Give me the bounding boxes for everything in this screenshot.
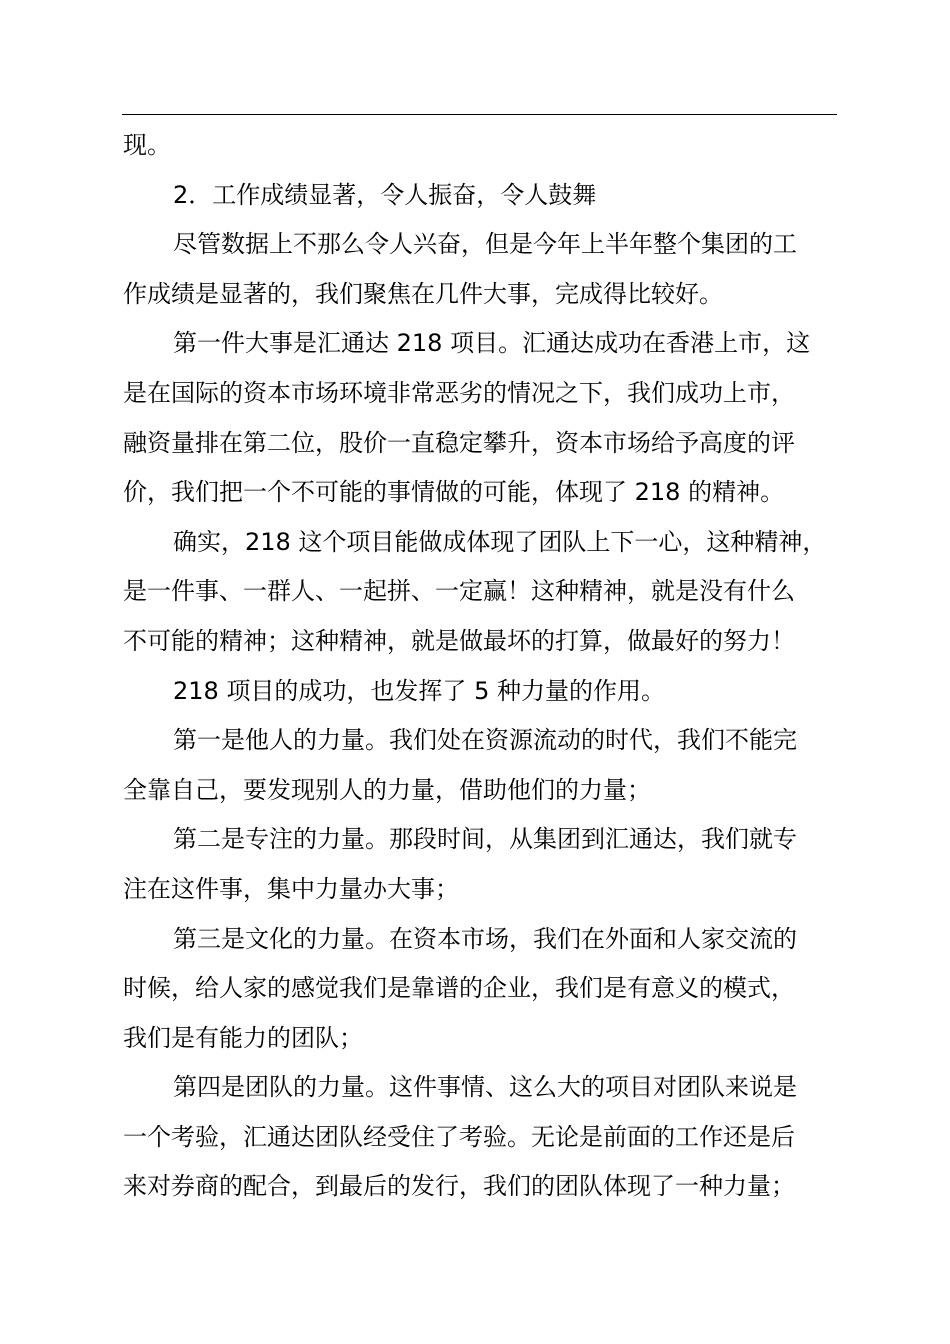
text-line: 作成绩是显著的，我们聚焦在几件大事，完成得比较好。 — [123, 279, 723, 308]
text-line: 是在国际的资本市场环境非常恶劣的情况之下，我们成功上市， — [123, 378, 795, 407]
text-line: 融资量排在第二位，股价一直稳定攀升，资本市场给予高度的评 — [123, 428, 795, 457]
text-line: 时候，给人家的感觉我们是靠谱的企业，我们是有意义的模式， — [123, 974, 795, 1003]
text-line: 确实，218 这个项目能做成体现了团队上下一心，这种精神， — [173, 527, 827, 556]
text-line: 是一件事、一群人、一起拼、一定赢！这种精神，就是没有什么 — [123, 577, 795, 606]
text-line: 第一件大事是汇通达 218 项目。汇通达成功在香港上市，这 — [173, 329, 811, 358]
text-line: 一个考验，汇通达团队经受住了考验。无论是前面的工作还是后 — [123, 1122, 795, 1151]
text-line: 来对券商的配合，到最后的发行，我们的团队体现了一种力量； — [123, 1172, 795, 1201]
header-rule — [122, 114, 837, 115]
text-line: 第二是专注的力量。那段时间，从集团到汇通达，我们就专 — [173, 825, 797, 854]
text-line: 第三是文化的力量。在资本市场，我们在外面和人家交流的 — [173, 924, 797, 953]
text-line: 全靠自己，要发现别人的力量，借助他们的力量； — [123, 775, 651, 804]
text-line: 第一是他人的力量。我们处在资源流动的时代，我们不能完 — [173, 726, 797, 755]
text-line: 尽管数据上不那么令人兴奋，但是今年上半年整个集团的工 — [173, 230, 797, 259]
text-line: 218 项目的成功，也发挥了 5 种力量的作用。 — [173, 676, 665, 705]
text-line: 第四是团队的力量。这件事情、这么大的项目对团队来说是 — [173, 1073, 797, 1102]
text-line: 现。 — [123, 131, 171, 159]
text-line: 价，我们把一个不可能的事情做的可能，体现了 218 的精神。 — [123, 478, 785, 507]
text-line: 我们是有能力的团队； — [123, 1023, 363, 1052]
document-body — [123, 121, 839, 1212]
text-line: 注在这件事，集中力量办大事； — [123, 874, 459, 903]
text-line: 不可能的精神；这种精神，就是做最坏的打算，做最好的努力！ — [123, 626, 795, 655]
section-heading: 2．工作成绩显著，令人振奋，令人鼓舞 — [173, 180, 597, 209]
